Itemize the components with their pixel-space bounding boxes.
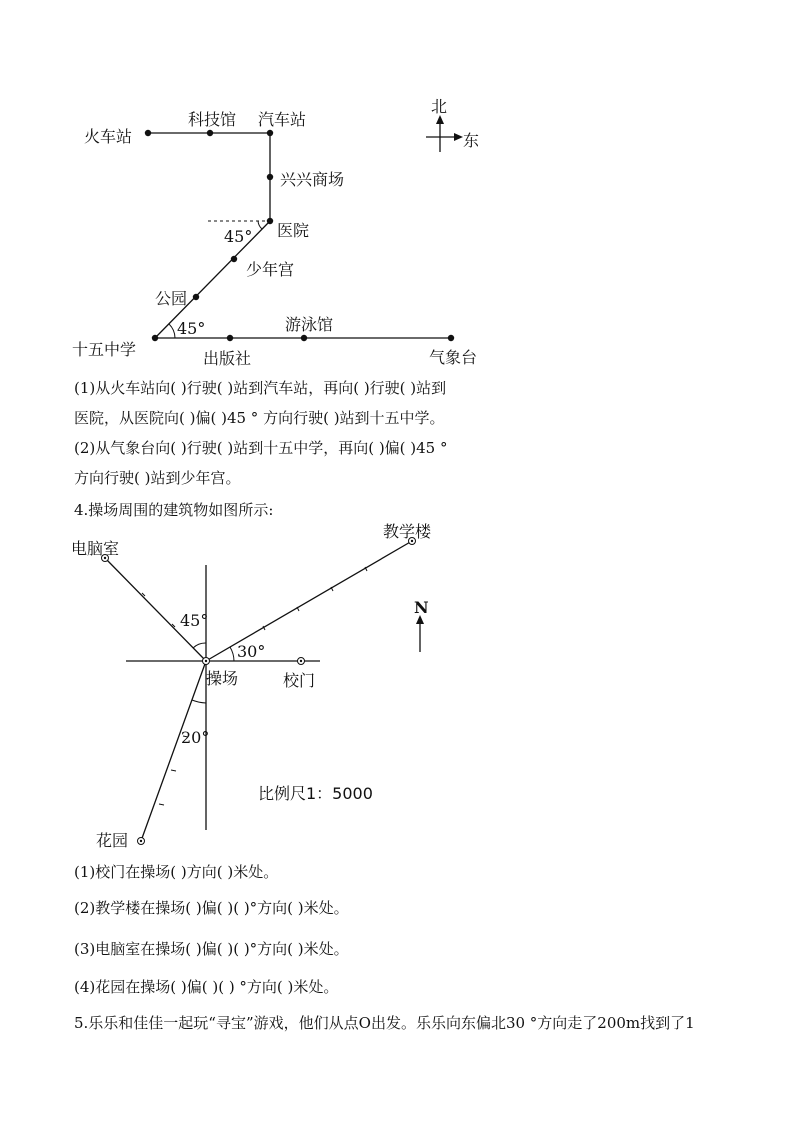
station-label-gongyuan: 公园 xyxy=(155,289,188,308)
label-north: N xyxy=(414,598,429,617)
station-label-qichezhan: 汽车站 xyxy=(258,110,307,129)
question-4-3: (3)电脑室在操场( )偏( )( )°方向( )米处。 xyxy=(74,940,349,958)
station-label-qixiangtai: 气象台 xyxy=(429,348,478,367)
station-label-shaoniangong: 少年宫 xyxy=(246,260,295,279)
label-caochang: 操场 xyxy=(206,669,239,688)
question-2-line-1: (2)从气象台向( )行驶( )站到十五中学，再向( )偏( )45 ° xyxy=(74,439,448,457)
scale-label: 比例尺1：5000 xyxy=(258,784,373,803)
question-1-line-2: 医院，从医院向( )偏( )45 ° 方向行驶( )站到十五中学。 xyxy=(74,409,445,427)
problem-4-heading: 4.操场周围的建筑物如图所示: xyxy=(74,501,274,519)
question-4-4: (4)花园在操场( )偏( )( ) °方向( )米处。 xyxy=(74,978,339,996)
station-label-youyongguan: 游泳馆 xyxy=(285,315,334,334)
question-1-line-1: (1)从火车站向( )行驶( )站到汽车站，再向( )行驶( )站到 xyxy=(74,379,447,397)
station-label-shiwu: 十五中学 xyxy=(72,340,137,359)
angle-label-45: 45° xyxy=(180,611,209,630)
station-label-xingxing: 兴兴商场 xyxy=(280,170,345,189)
question-2-line-2: 方向行驶( )站到少年宫。 xyxy=(74,469,241,487)
angle-label-hospital: 45° xyxy=(224,227,253,246)
station-label-huochezhan: 火车站 xyxy=(84,127,133,146)
station-label-kejiguan: 科技馆 xyxy=(188,110,237,129)
label-xiaomen: 校门 xyxy=(283,671,316,690)
tick-mark xyxy=(159,804,164,805)
angle-label-20: 20° xyxy=(181,728,210,747)
angle-label-school: 45° xyxy=(177,319,206,338)
station-label-chubanshe: 出版社 xyxy=(203,349,252,368)
tick-mark xyxy=(171,770,176,771)
question-4-1: (1)校门在操场( )方向( )米处。 xyxy=(74,863,279,881)
station-label-yiyuan: 医院 xyxy=(277,221,310,240)
label-huayuan: 花园 xyxy=(96,831,129,850)
label-jiaoxuelou: 教学楼 xyxy=(383,522,432,541)
label-diannaoshi: 电脑室 xyxy=(71,539,120,558)
angle-label-30: 30° xyxy=(237,642,266,661)
east-label: 东 xyxy=(463,131,480,150)
problem-5-text: 5.乐乐和佳佳一起玩“寻宝”游戏，他们从点O出发。乐乐向东偏北30 °方向走了200m找到了1 xyxy=(74,1014,695,1032)
question-4-2: (2)教学楼在操场( )偏( )( )°方向( )米处。 xyxy=(74,899,349,917)
north-label: 北 xyxy=(431,97,448,116)
